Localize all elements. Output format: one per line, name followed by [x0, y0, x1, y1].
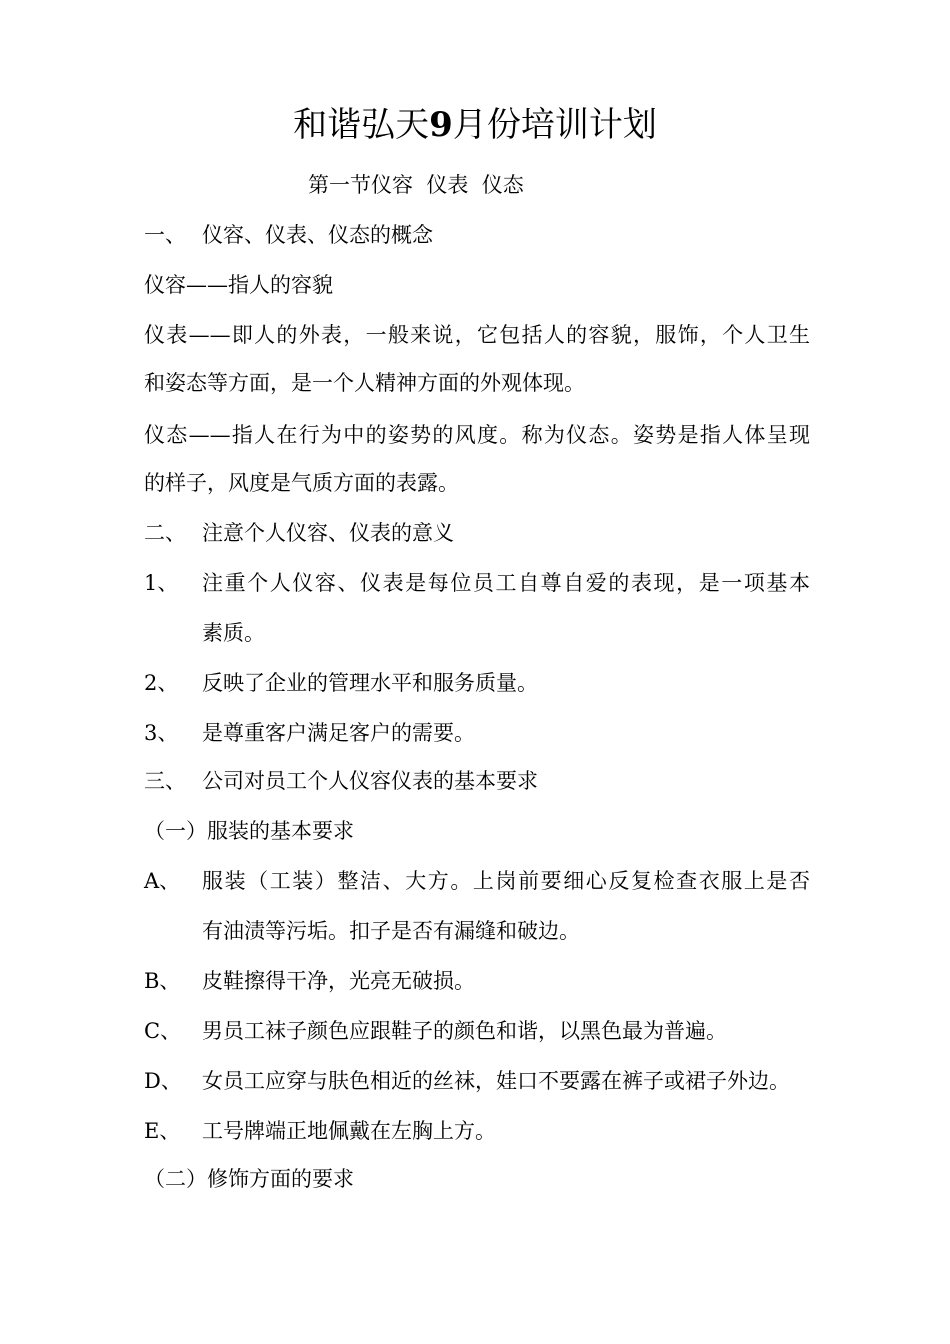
section-subtitle: 第一节仪容 仪表 仪态 — [308, 173, 524, 197]
item-c-marker: C、 — [144, 1019, 182, 1043]
title-text-post: 月份培训计划 — [452, 105, 657, 145]
list-item-1-marker: 1、 — [144, 571, 179, 595]
title-month-number: 9 — [429, 105, 453, 145]
title-text-pre: 和谐弘天 — [293, 105, 430, 145]
item-d-text: 女员工应穿与肤色相近的丝袜，娃口不要露在裤子或裙子外边。 — [202, 1069, 790, 1093]
document-title — [0, 100, 950, 150]
item-a-marker: A、 — [144, 869, 181, 893]
list-item-2-marker: 2、 — [144, 671, 179, 695]
heading-2-marker: 二、 — [144, 521, 186, 545]
item-a-text-line-2: 有油渍等污垢。扣子是否有漏缝和破边。 — [202, 919, 580, 943]
item-d-marker: D、 — [144, 1069, 182, 1093]
subheading-clothing: （一）服装的基本要求 — [144, 819, 354, 843]
paragraph-rongmao: 仪容——指人的容貌 — [144, 273, 333, 297]
paragraph-yitai-line-1: 仪态——指人在行为中的姿势的风度。称为仪态。姿势是指人体呈现 — [144, 423, 810, 447]
item-b-text: 皮鞋擦得干净，光亮无破损。 — [202, 969, 475, 993]
item-e-text: 工号牌端正地佩戴在左胸上方。 — [202, 1119, 496, 1143]
heading-2-text: 注意个人仪容、仪表的意义 — [202, 521, 454, 545]
list-item-3-marker: 3、 — [144, 721, 179, 745]
heading-3-text: 公司对员工个人仪容仪表的基本要求 — [202, 769, 538, 793]
paragraph-yitai-line-2: 的样子，风度是气质方面的表露。 — [144, 471, 459, 495]
item-b-marker: B、 — [144, 969, 181, 993]
list-item-1-text-line-2: 素质。 — [202, 621, 265, 645]
heading-1-marker: 一、 — [144, 223, 186, 247]
item-a-text-line-1: 服装（工装）整洁、大方。上岗前要细心反复检查衣服上是否 — [202, 869, 810, 893]
list-item-2-text: 反映了企业的管理水平和服务质量。 — [202, 671, 538, 695]
item-e-marker: E、 — [144, 1119, 181, 1143]
heading-1-text: 仪容、仪表、仪态的概念 — [202, 223, 433, 247]
list-item-1-text-line-1: 注重个人仪容、仪表是每位员工自尊自爱的表现，是一项基本 — [202, 571, 810, 595]
list-item-3-text: 是尊重客户满足客户的需要。 — [202, 721, 475, 745]
paragraph-yibiao-line-1: 仪表——即人的外表，一般来说，它包括人的容貌，服饰，个人卫生 — [144, 323, 810, 347]
subheading-grooming: （二）修饰方面的要求 — [144, 1167, 354, 1191]
item-c-text: 男员工袜子颜色应跟鞋子的颜色和谐，以黑色最为普遍。 — [202, 1019, 727, 1043]
heading-3-marker: 三、 — [144, 769, 186, 793]
paragraph-yibiao-line-2: 和姿态等方面，是一个人精神方面的外观体现。 — [144, 371, 585, 395]
